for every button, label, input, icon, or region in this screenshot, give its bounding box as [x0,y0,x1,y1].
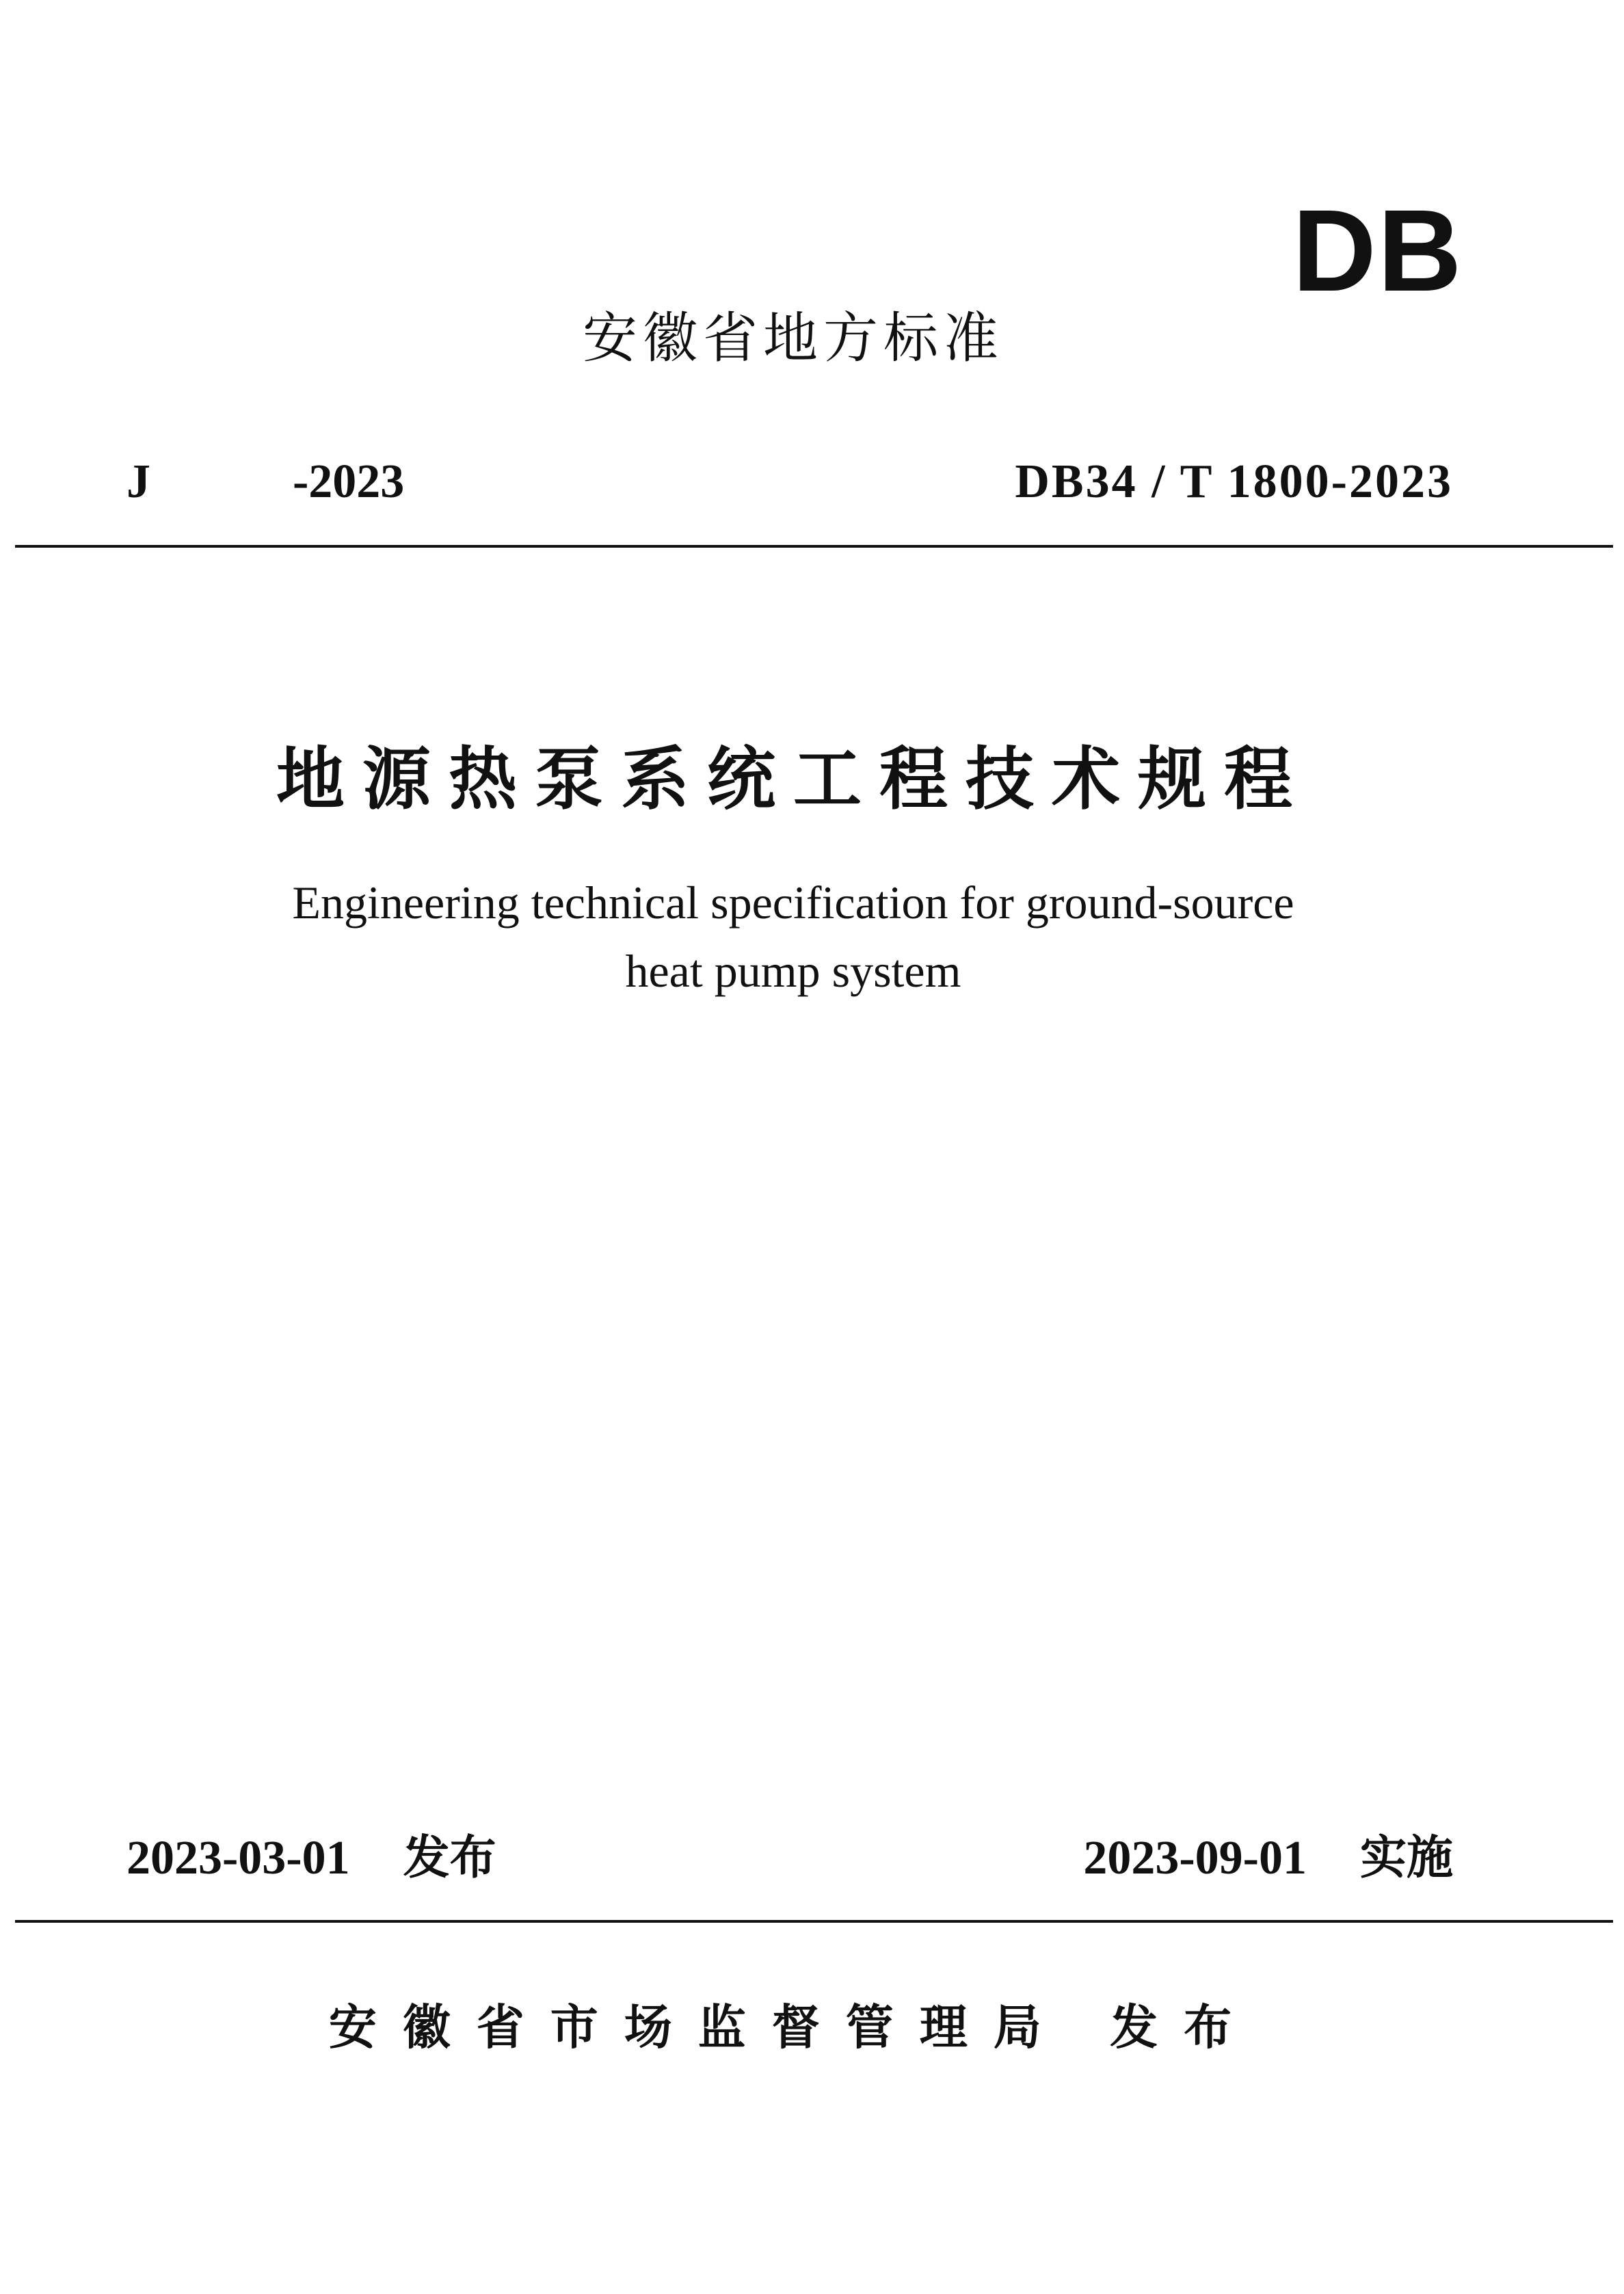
issue-date-block [127,1831,496,1885]
db-category-mark: DB [1292,186,1463,316]
publisher: 安徽省市场监督管理局 发布 [328,1999,1258,2055]
title-english [0,868,1586,1005]
title-english-line-1: Engineering technical specification for ground-source [292,877,1294,929]
issue-date: 2023-03-01 [127,1832,350,1884]
bottom-divider [15,1920,1613,1923]
top-divider [15,545,1613,548]
j-code: J [127,455,150,508]
title-chinese: 地源热泵系统工程技术规程 [276,739,1310,819]
issue-label: 发布 [403,1831,496,1885]
standard-number: DB34 / T 1800-2023 [1015,455,1453,508]
implement-label: 实施 [1359,1831,1453,1885]
j-code-year: -2023 [293,455,405,508]
title-english-line-2: heat pump system [625,945,961,997]
standard-class-heading: 安徽省地方标准 [583,306,1004,370]
implement-date: 2023-09-01 [1083,1832,1307,1884]
implement-date-block [1083,1831,1453,1885]
